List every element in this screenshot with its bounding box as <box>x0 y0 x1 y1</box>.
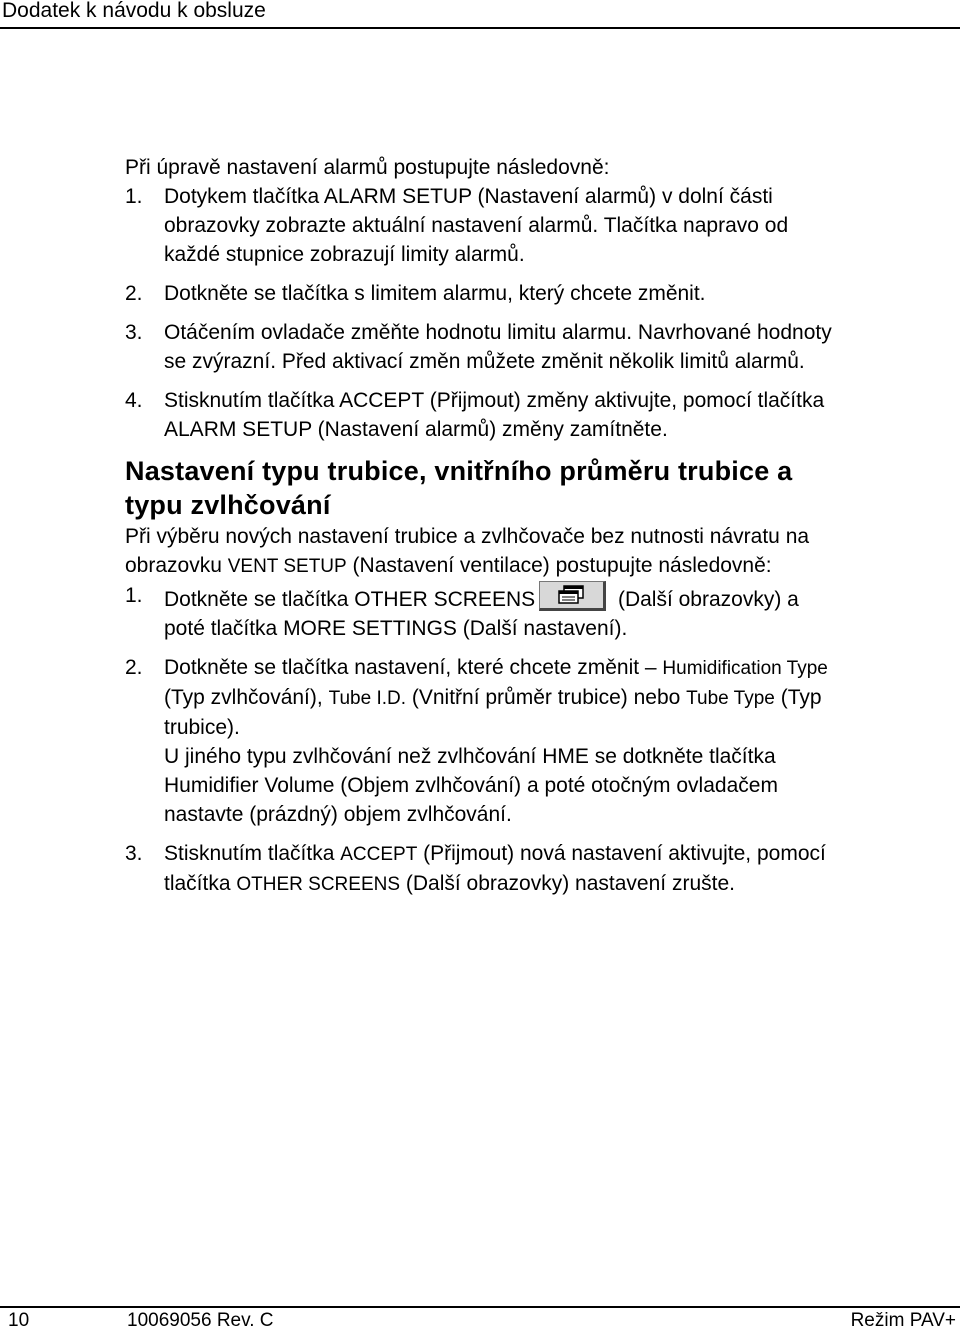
step-text <box>164 581 845 643</box>
step-number: 2. <box>125 282 143 305</box>
tube-step-3 <box>125 839 845 899</box>
alarm-step-4 <box>125 386 845 444</box>
step-subparagraph: U jiného typu zvlhčování než zvlhčování HME se dotkněte tlačítka Humidifier Volume (Objem zvlhčování) a poté otočným ovladačem nastavte (prázdný) objem zvlhčování. <box>164 745 778 826</box>
tube-step-1 <box>125 581 845 643</box>
step-number: 1. <box>125 185 143 208</box>
tube-step-2 <box>125 653 845 829</box>
alarm-step-2 <box>125 279 845 308</box>
ui-term-tube-id: Tube I.D. <box>328 688 407 709</box>
step-number: 3. <box>125 842 143 865</box>
step-text-part: (Vnitřní průměr trubice) nebo <box>406 686 687 709</box>
step-text-part: Dotkněte se tlačítka OTHER SCREENS <box>164 588 536 611</box>
step-text-part: (Typ zvlhčování), <box>164 686 329 709</box>
section-intro-text-end: (Nastavení ventilace) postupujte následovně: <box>346 554 772 577</box>
step-number: 2. <box>125 656 143 679</box>
other-screens-button[interactable] <box>539 581 606 611</box>
step-text-part: (Přijmout) nová nastavení aktivujte, pomocí tlačítka <box>164 842 826 895</box>
step-text: Dotykem tlačítka ALARM SETUP (Nastavení alarmů) v dolní části obrazovky zobrazte aktuální nastavení alarmů. Tlačítka napravo od každé stupnice zobrazují limity alarmů. <box>164 185 789 266</box>
step-text: Dotkněte se tlačítka s limitem alarmu, který chcete změnit. <box>164 282 706 305</box>
step-text-part: (Další obrazovky) a poté tlačítka MORE SETTINGS (Další nastavení). <box>164 588 799 640</box>
step-text: Otáčením ovladače změňte hodnotu limitu alarmu. Navrhované hodnoty se zvýrazní. Před aktivací změn můžete změnit několik limitů alarmů. <box>164 321 832 373</box>
step-text-part: (Další obrazovky) nastavení zrušte. <box>400 872 735 895</box>
header-title: Dodatek k návodu k obsluze <box>2 0 266 22</box>
alarm-step-1 <box>125 182 845 269</box>
ui-term-other-screens: OTHER SCREENS <box>236 874 401 895</box>
page-header <box>0 0 960 29</box>
other-screens-icon <box>557 585 585 605</box>
document-revision: 10069056 Rev. C <box>127 1310 274 1331</box>
section-heading: Nastavení typu trubice, vnitřního průměru trubice a typu zvlhčování <box>125 456 793 520</box>
page-number: 10 <box>8 1310 30 1331</box>
alarm-intro: Při úpravě nastavení alarmů postupujte následovně: <box>125 156 610 179</box>
step-text-part: Dotkněte se tlačítka nastavení, které chcete změnit – <box>164 656 663 679</box>
step-text <box>164 839 845 899</box>
footer-mode: Režim PAV+ <box>850 1310 956 1331</box>
ui-term-tube-type: Tube Type <box>686 688 775 709</box>
step-text <box>164 653 845 742</box>
page-footer <box>0 1306 960 1331</box>
step-text-part: Stisknutím tlačítka <box>164 842 341 865</box>
page-content <box>125 153 845 909</box>
step-number: 1. <box>125 584 143 607</box>
ui-term-accept: ACCEPT <box>340 844 418 865</box>
ui-term-humidification-type: Humidification Type <box>662 658 828 679</box>
ui-term-vent-setup: VENT SETUP <box>227 556 347 577</box>
step-text: Stisknutím tlačítka ACCEPT (Přijmout) změny aktivujte, pomocí tlačítka ALARM SETUP (Nastavení alarmů) změny zamítněte. <box>164 389 825 441</box>
step-number: 3. <box>125 321 143 344</box>
section-intro-text: Při výběru nových nastavení trubice a zvlhčovače bez nutnosti návratu na obrazovku <box>125 525 810 577</box>
step-number: 4. <box>125 389 143 412</box>
alarm-step-3 <box>125 318 845 376</box>
step-text-part: (Typ trubice). <box>164 686 822 739</box>
section-intro <box>125 522 845 581</box>
